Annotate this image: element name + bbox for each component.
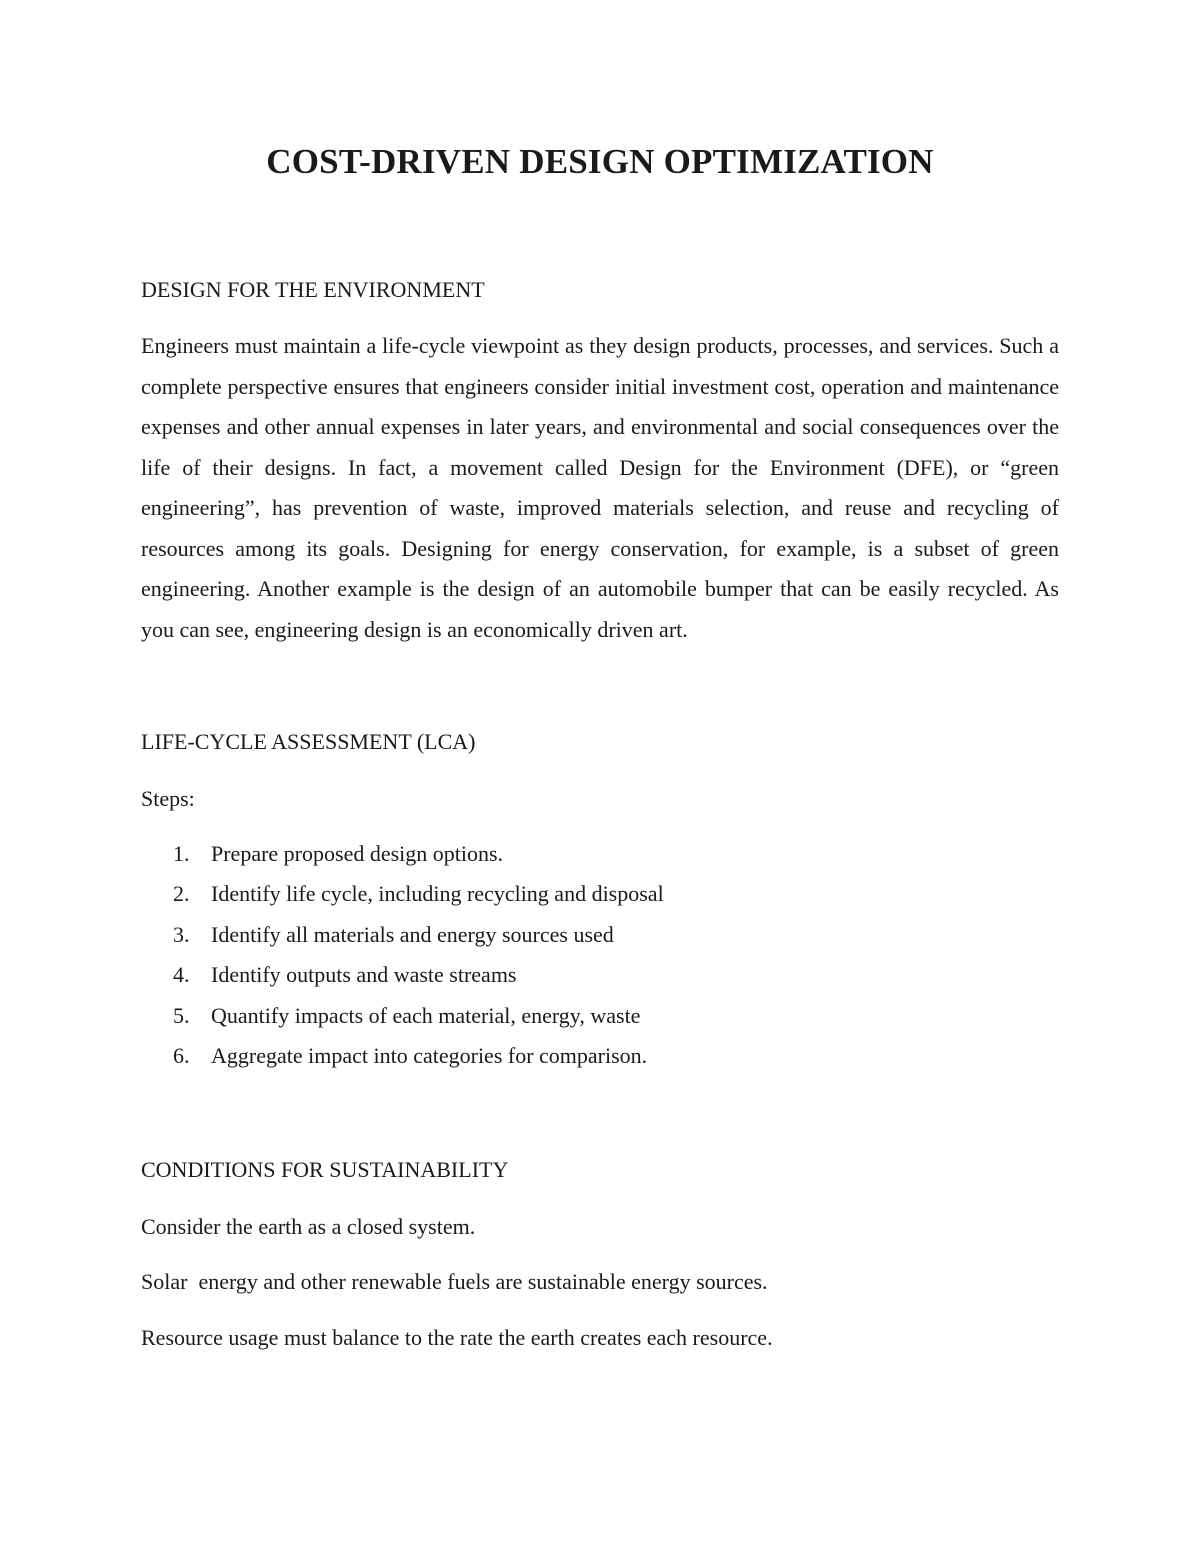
step-text: Identify outputs and waste streams [211,962,517,988]
step-text: Aggregate impact into categories for comparison. [211,1042,648,1068]
page-title: COST-DRIVEN DESIGN OPTIMIZATION [266,142,934,181]
sustainability-line: Consider the earth as a closed system. [141,1214,476,1239]
step-number: 6. [173,1042,190,1068]
step-number: 1. [173,841,190,866]
step-number: 4. [173,962,190,988]
sustainability-line: Solar energy and other renewable fuels are sustainable energy sources. [141,1269,768,1294]
section-heading-dfe: DESIGN FOR THE ENVIRONMENT [141,277,485,302]
step-number: 2. [173,881,190,907]
step-text: Identify life cycle, including recycling and disposal [211,881,664,907]
step-number: 5. [173,1002,190,1028]
dfe-paragraph: Engineers must maintain a life-cycle viewpoint as they design products, processes, and services. Such a complete perspective ensures that engineers consider initial investment cost, operation and maintenance expenses and other annual expenses in later years, and environmental and social consequences over the life of their designs. In fact, a movement called Design for the Environment (DFE), or “green engineering”, has prevention of waste, improved materials selection, and reuse and recycling of resources among its goals. Designing for energy conservation, for example, is a subset of green engineering. Another example is the design of an automobile bumper that can be easily recycled. As you can see, engineering design is an economically driven art. [141,333,1059,642]
step-number: 3. [173,921,190,947]
sustainability-line: Resource usage must balance to the rate the earth creates each resource. [141,1325,773,1350]
section-heading-lca: LIFE-CYCLE ASSESSMENT (LCA) [141,729,476,754]
section-heading-sustainability: CONDITIONS FOR SUSTAINABILITY [141,1157,509,1182]
step-text: Quantify impacts of each material, energy, waste [211,1002,641,1028]
step-text: Prepare proposed design options. [211,841,504,866]
steps-label: Steps: [141,786,195,811]
step-text: Identify all materials and energy sources used [211,921,614,947]
